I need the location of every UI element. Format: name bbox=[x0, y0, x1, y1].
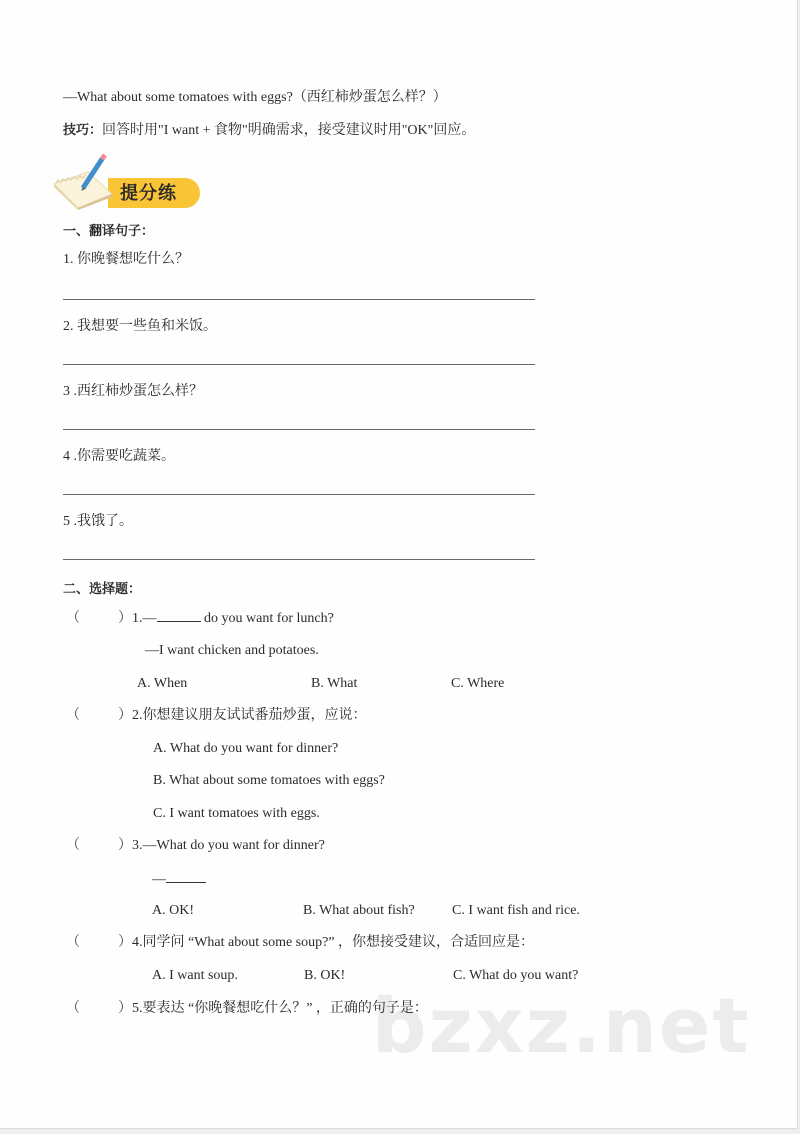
question-number: 4. bbox=[132, 935, 143, 950]
item-number: 2. bbox=[63, 319, 74, 334]
answer-paren-close[interactable]: ） bbox=[118, 1001, 132, 1016]
answer-paren-close[interactable]: ） bbox=[118, 708, 132, 723]
example-dialogue-line: —What about some tomatoes with eggs?（西红柿炒蛋怎么样？） bbox=[63, 90, 447, 105]
translate-item-4 bbox=[63, 448, 175, 466]
choice-question-2 bbox=[66, 707, 367, 725]
q4-option-a[interactable]: A. I want soup. bbox=[152, 968, 238, 983]
question-stem: —What do you want for dinner? bbox=[142, 838, 325, 853]
question-1-reply: —I want chicken and potatoes. bbox=[145, 643, 319, 658]
choice-question-3 bbox=[66, 837, 325, 855]
question-number: 1. bbox=[132, 611, 143, 626]
section-badge bbox=[50, 154, 200, 210]
translate-item-1 bbox=[63, 251, 189, 269]
item-text: 我想要一些鱼和米饭。 bbox=[77, 319, 217, 334]
tip-label: 技巧： bbox=[63, 123, 103, 138]
dash: — bbox=[152, 872, 166, 887]
notepad-pencil-icon bbox=[50, 154, 120, 210]
answer-line-4[interactable] bbox=[63, 494, 535, 495]
q3-option-a[interactable]: A. OK! bbox=[152, 903, 194, 918]
item-text: 你需要吃蔬菜。 bbox=[77, 449, 175, 464]
item-number: 3 . bbox=[63, 384, 77, 399]
answer-paren-close[interactable]: ） bbox=[118, 935, 132, 950]
q1-option-a[interactable]: A. When bbox=[137, 676, 188, 691]
answer-paren-open[interactable]: （ bbox=[66, 935, 80, 950]
fill-blank[interactable] bbox=[166, 870, 206, 883]
section-choice-title: 二、选择题： bbox=[63, 582, 142, 597]
question-number: 5. bbox=[132, 1001, 143, 1016]
watermark: bzxz.net bbox=[372, 981, 751, 1070]
section-translate-title: 一、翻译句子： bbox=[63, 224, 155, 239]
fill-blank[interactable] bbox=[157, 609, 201, 622]
question-stem: do you want for lunch? bbox=[200, 611, 334, 626]
question-number: 3. bbox=[132, 838, 143, 853]
question-stem: 同学问 “What about some soup?” ，你想接受建议，合适回应是： bbox=[142, 935, 535, 950]
answer-paren-open[interactable]: （ bbox=[66, 838, 80, 853]
answer-paren-close[interactable]: ） bbox=[118, 611, 132, 626]
question-stem: 你想建议朋友试试番茄炒蛋，应说： bbox=[142, 708, 367, 723]
question-stem: 要表达 “你晚餐想吃什么？” ，正确的句子是： bbox=[142, 1001, 428, 1016]
choice-question-5 bbox=[66, 1000, 428, 1018]
q2-option-c[interactable]: C. I want tomatoes with eggs. bbox=[153, 806, 320, 821]
translate-item-2 bbox=[63, 318, 217, 336]
answer-paren-close[interactable]: ） bbox=[118, 838, 132, 853]
question-3-reply bbox=[152, 870, 206, 889]
q4-option-c[interactable]: C. What do you want? bbox=[453, 968, 579, 983]
q2-option-b[interactable]: B. What about some tomatoes with eggs? bbox=[153, 773, 385, 788]
translate-item-5 bbox=[63, 513, 133, 531]
q3-option-c[interactable]: C. I want fish and rice. bbox=[452, 903, 580, 918]
q1-option-c[interactable]: C. Where bbox=[451, 676, 505, 691]
answer-paren-open[interactable]: （ bbox=[66, 1001, 80, 1016]
question-number: 2. bbox=[132, 708, 143, 723]
item-text: 西红柿炒蛋怎么样？ bbox=[77, 384, 203, 399]
answer-line-3[interactable] bbox=[63, 429, 535, 430]
q4-option-b[interactable]: B. OK! bbox=[304, 968, 346, 983]
choice-question-1 bbox=[66, 609, 334, 628]
item-number: 1. bbox=[63, 252, 74, 267]
q1-option-b[interactable]: B. What bbox=[311, 676, 358, 691]
item-number: 4 . bbox=[63, 449, 77, 464]
answer-paren-open[interactable]: （ bbox=[66, 708, 80, 723]
item-text: 我饿了。 bbox=[77, 514, 133, 529]
answer-line-5[interactable] bbox=[63, 559, 535, 560]
tip-line bbox=[63, 122, 475, 140]
answer-line-1[interactable] bbox=[63, 299, 535, 300]
choice-question-4 bbox=[66, 934, 534, 952]
badge-label: 提分练 bbox=[120, 183, 177, 204]
item-text: 你晚餐想吃什么？ bbox=[77, 252, 189, 267]
q2-option-a[interactable]: A. What do you want for dinner? bbox=[153, 741, 339, 756]
item-number: 5 . bbox=[63, 514, 77, 529]
answer-line-2[interactable] bbox=[63, 364, 535, 365]
tip-text: 回答时用"I want + 食物"明确需求，接受建议时用"OK"回应。 bbox=[102, 123, 476, 138]
dash: — bbox=[142, 611, 157, 626]
translate-item-3 bbox=[63, 383, 203, 401]
q3-option-b[interactable]: B. What about fish? bbox=[303, 903, 415, 918]
answer-paren-open[interactable]: （ bbox=[66, 611, 80, 626]
